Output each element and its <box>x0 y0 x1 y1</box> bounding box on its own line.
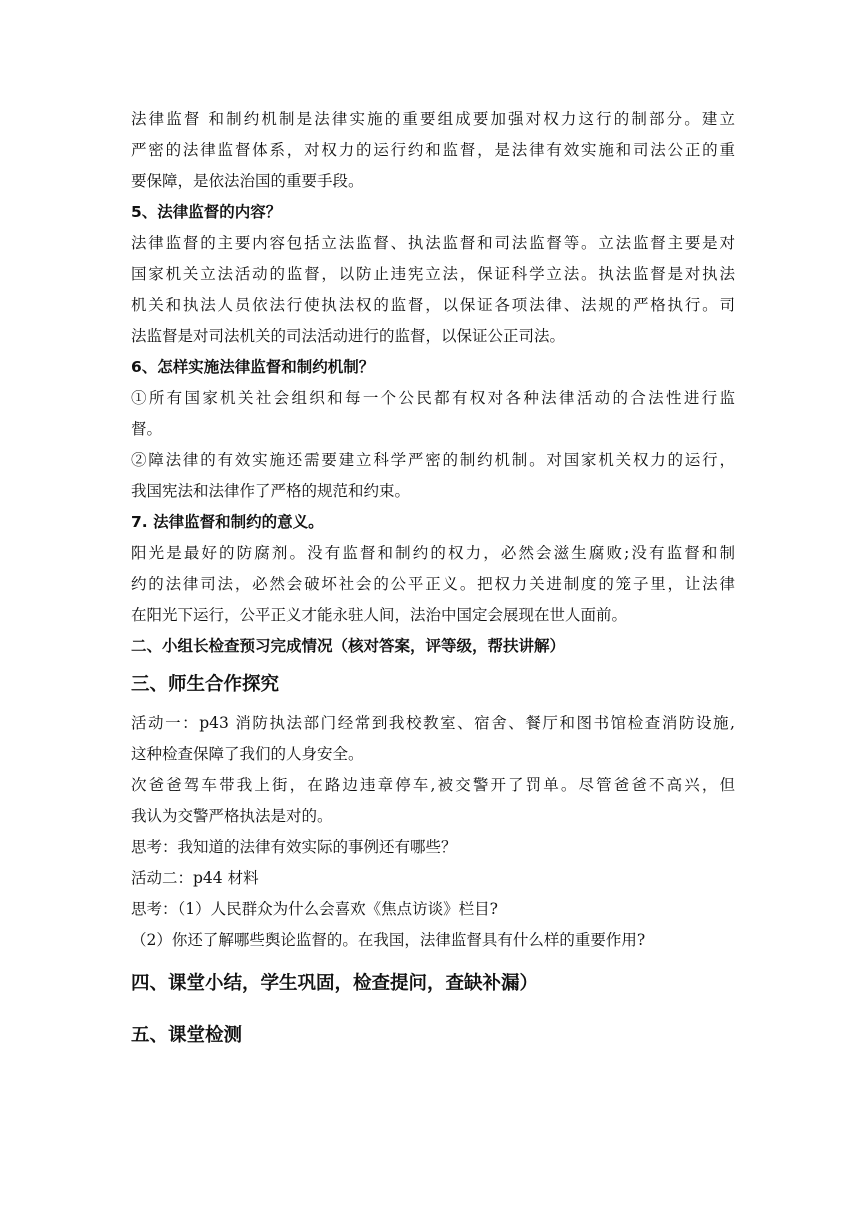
text-line: 活动二：p44 材料 <box>131 869 259 887</box>
text-line: 国家机关立法活动的监督，以防止违宪立法，保证科学立法。执法监督是对执法 <box>131 265 735 283</box>
text-line: 思考：（1）人民群众为什么会喜欢《焦点访谈》栏目? <box>131 900 498 918</box>
text-line: 督。 <box>131 420 163 438</box>
intro-paragraph <box>131 104 735 197</box>
text-line: （2）你还了解哪些舆论监督的。在我国，法律监督具有什么样的重要作用? <box>131 931 646 949</box>
text-line: 法监督是对司法机关的司法活动进行的监督，以保证公正司法。 <box>131 327 566 345</box>
section-4-heading: 四、课堂小结，学生巩固，检查提问，查缺补漏） <box>131 973 539 994</box>
text-line: 要保障，是依法治国的重要手段。 <box>131 172 364 190</box>
section-3-heading: 三、师生合作探究 <box>131 674 280 695</box>
text-line: 活动一：p43 消防执法部门经常到我校教室、宿舍、餐厅和图书馆检查消防设施, <box>131 714 735 732</box>
question-7-answer <box>131 538 735 631</box>
section-5-heading: 五、课堂检测 <box>131 1025 243 1046</box>
document-page <box>131 104 735 1060</box>
text-line: 我国宪法和法律作了严格的规范和约束。 <box>131 482 411 500</box>
question-5-answer <box>131 228 735 352</box>
text-line: 次爸爸驾车带我上街，在路边违章停车,被交警开了罚单。尽管爸爸不高兴，但 <box>131 776 735 794</box>
text-line: 在阳光下运行，公平正义才能永驻人间，法治中国定会展现在世人面前。 <box>131 606 628 624</box>
text-line: 约的法律司法，必然会破坏社会的公平正义。把权力关进制度的笼子里，让法律 <box>131 575 735 593</box>
question-6-answer <box>131 383 735 507</box>
question-6-heading: 6、怎样实施法律监督和制约机制？ <box>131 358 375 376</box>
text-line: 机关和执法人员依法行使执法权的监督，以保证各项法律、法规的严格执行。司 <box>131 296 735 314</box>
text-line: 我认为交警严格执法是对的。 <box>131 807 333 825</box>
text-line: 严密的法律监督体系，对权力的运行约和监督，是法律有效实施和司法公正的重 <box>131 141 735 159</box>
text-line: 思考：我知道的法律有效实际的事例还有哪些？ <box>131 838 457 856</box>
text-line: 阳光是最好的防腐剂。没有监督和制约的权力，必然会滋生腐败;没有监督和制 <box>131 544 735 562</box>
question-7-heading: 7. 法律监督和制约的意义。 <box>131 513 324 531</box>
text-line: ②障法律的有效实施还需要建立科学严密的制约机制。对国家机关权力的运行， <box>131 451 735 469</box>
question-5-heading: 5、法律监督的内容？ <box>131 203 282 221</box>
section-3-activities <box>131 708 735 956</box>
section-2-heading: 二、小组长检查预习完成情况（核对答案，评等级，帮扶讲解） <box>131 637 566 655</box>
text-line: 这种检查保障了我们的人身安全。 <box>131 745 364 763</box>
text-line: 法律监督 和制约机制是法律实施的重要组成要加强对权力这行的制部分。建立 <box>131 110 735 128</box>
text-line: 法律监督的主要内容包括立法监督、执法监督和司法监督等。立法监督主要是对 <box>131 234 735 252</box>
text-line: ①所有国家机关社会组织和每一个公民都有权对各种法律活动的合法性进行监 <box>131 389 735 407</box>
